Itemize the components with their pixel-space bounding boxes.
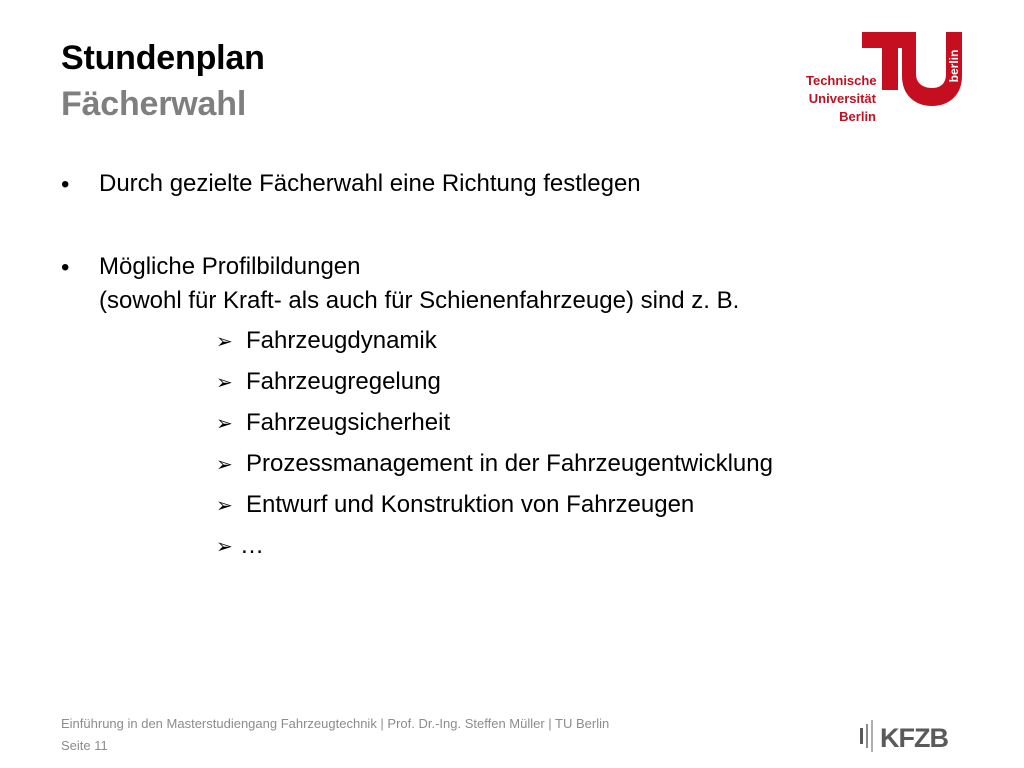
bullet-text-2: Mögliche Profilbildungen: [99, 253, 361, 280]
kfzb-logo-icon: [858, 716, 968, 756]
list-item: [216, 408, 450, 439]
arrow-bullet-icon: ➢: [216, 536, 233, 558]
arrow-bullet-icon: ➢: [216, 495, 233, 517]
arrow-bullet-icon: ➢: [216, 331, 233, 353]
list-item-text: Fahrzeugdynamik: [246, 327, 437, 354]
bullet-marker-1: •: [61, 171, 70, 198]
tu-berlin-mark-icon: [862, 28, 966, 108]
kfzb-logo-text: KFZB: [880, 723, 948, 753]
list-item: [216, 490, 694, 521]
bullet-marker-2: •: [61, 254, 70, 281]
arrow-bullet-icon: ➢: [216, 413, 233, 435]
logo-line-universitaet: Universität: [808, 91, 876, 106]
list-item-text: Fahrzeugregelung: [246, 368, 441, 395]
list-item-text: Prozessmanagement in der Fahrzeugentwicklung: [246, 450, 773, 477]
list-item-text: …: [240, 532, 264, 559]
arrow-bullet-icon: ➢: [216, 372, 233, 394]
list-item: [216, 449, 773, 480]
slide-subtitle: Fächerwahl: [61, 85, 247, 123]
list-item: [216, 367, 441, 398]
list-item: [216, 531, 264, 562]
list-item: [216, 326, 437, 357]
arrow-bullet-icon: ➢: [216, 454, 233, 476]
tu-berlin-logo: [806, 28, 966, 124]
bullet-text-2-continuation: (sowohl für Kraft- als auch für Schienenfahrzeuge) sind z. B.: [99, 287, 740, 314]
footer-text: Einführung in den Masterstudiengang Fahrzeugtechnik | Prof. Dr.-Ing. Steffen Müller | TU Berlin: [61, 716, 610, 731]
slide-title: Stundenplan: [61, 39, 265, 77]
logo-line-technische: Technische: [806, 73, 877, 88]
page-number: Seite 11: [61, 738, 108, 753]
bullet-text-1: Durch gezielte Fächerwahl eine Richtung festlegen: [99, 170, 641, 197]
logo-side-text: berlin: [947, 49, 961, 83]
list-item-text: Fahrzeugsicherheit: [246, 409, 451, 436]
list-item-text: Entwurf und Konstruktion von Fahrzeugen: [246, 491, 695, 518]
logo-line-berlin: Berlin: [839, 109, 876, 124]
